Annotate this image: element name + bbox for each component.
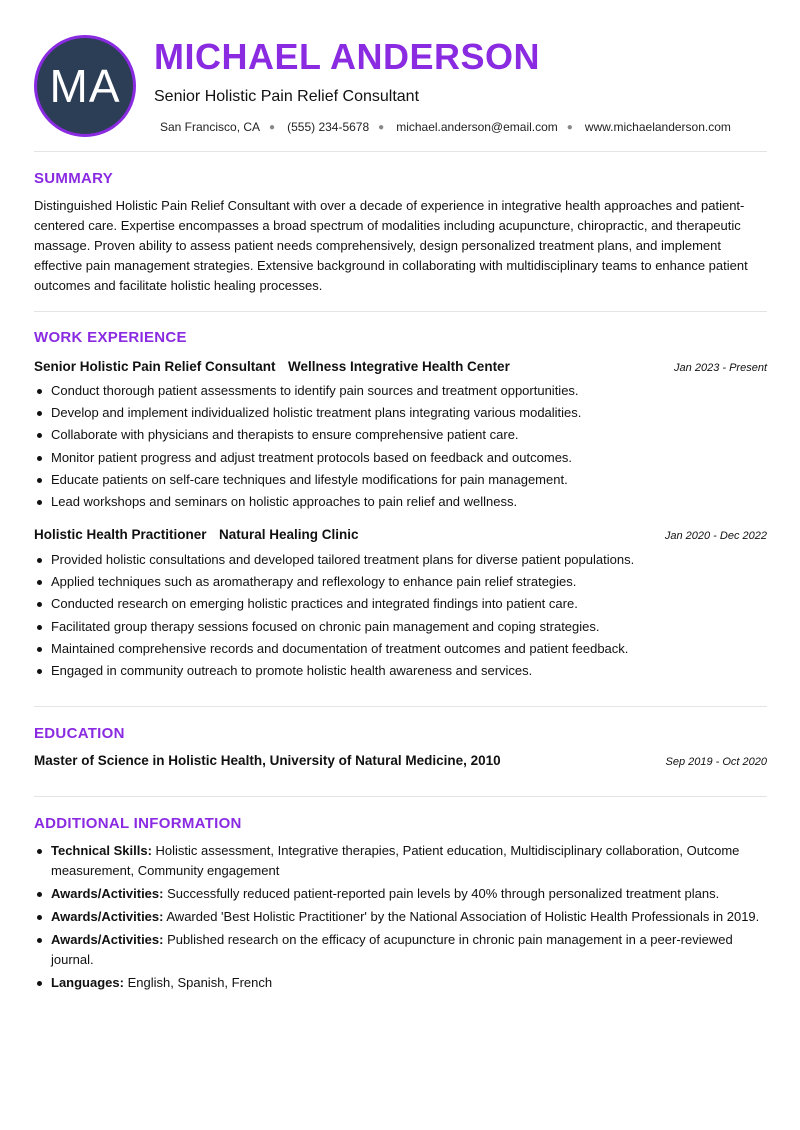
info-label: Technical Skills: [51,843,152,858]
avatar [34,35,136,137]
list-item: Engaged in community outreach to promote holistic health awareness and services. [34,660,767,682]
info-label: Awards/Activities: [51,886,164,901]
list-item: Educate patients on self-care techniques and lifestyle modifications for pain management. [34,469,767,491]
info-text: English, Spanish, French [123,975,273,990]
separator-dot-icon: ● [378,121,385,133]
contact-email[interactable]: michael.anderson@email.com [396,120,558,134]
candidate-title: Senior Holistic Pain Relief Consultant [154,88,420,105]
job-header [34,526,767,544]
info-label: Awards/Activities: [51,909,164,924]
job-role: Holistic Health Practitioner [34,527,207,542]
resume-header [0,0,800,152]
list-item: Lead workshops and seminars on holistic approaches to pain relief and wellness. [34,491,767,513]
job-dates: Jan 2020 - Dec 2022 [664,530,767,542]
contact-location: San Francisco, CA [160,120,261,134]
contact-website[interactable]: www.michaelanderson.com [584,120,731,134]
list-item: Develop and implement individualized holistic treatment plans integrating various modalities. [34,402,767,424]
job-bullets [34,549,767,682]
list-item: Collaborate with physicians and therapists to ensure comprehensive patient care. [34,424,767,446]
avatar-initials: MA [49,60,121,112]
info-text: Holistic assessment, Integrative therapies, Patient education, Multidisciplinary collaboration, Outcome measurement, Community engagement [51,843,740,878]
divider [34,151,767,152]
job-company: Wellness Integrative Health Center [288,359,510,374]
summary-heading: SUMMARY [34,170,114,187]
list-item [34,907,767,927]
list-item: Maintained comprehensive records and documentation of treatment outcomes and patient feedback. [34,638,767,660]
list-item: Provided holistic consultations and developed tailored treatment plans for diverse patient populations. [34,549,767,571]
info-text: Awarded 'Best Holistic Practitioner' by the National Association of Holistic Health Professionals in 2019. [163,909,760,924]
list-item [34,930,767,970]
work-experience-heading: WORK EXPERIENCE [34,329,187,346]
job-header [34,358,767,376]
contact-phone[interactable]: (555) 234-5678 [287,120,370,134]
education-entry [34,753,767,768]
additional-info-list [34,841,767,996]
job-bullets [34,380,767,513]
list-item: Conduct thorough patient assessments to identify pain sources and treatment opportunities. [34,380,767,402]
list-item [34,973,767,993]
separator-dot-icon: ● [566,121,573,133]
list-item: Applied techniques such as aromatherapy and reflexology to enhance pain relief strategies. [34,571,767,593]
job-company: Natural Healing Clinic [219,527,359,542]
candidate-name: MICHAEL ANDERSON [154,36,541,77]
list-item [34,884,767,904]
education-heading: EDUCATION [34,725,125,742]
job-dates: Jan 2023 - Present [674,362,767,374]
job-role: Senior Holistic Pain Relief Consultant [34,359,276,374]
divider [34,311,767,312]
info-text: Successfully reduced patient-reported pain levels by 40% through personalized treatment plans. [163,886,720,901]
list-item: Conducted research on emerging holistic practices and integrated findings into patient care. [34,593,767,615]
divider [34,796,767,797]
info-label: Languages: [51,975,124,990]
summary-text: Distinguished Holistic Pain Relief Consultant with over a decade of experience in integrative health approaches and patient-centered care. Expertise encompasses a broad spectrum of modalities including acupuncture, chiropractic, and therapeutic massage. Proven ability to assess patient needs comprehensively, design personalized treatment plans, and implement effective pain management strategies. Extensive background in collaborating with multidisciplinary teams to enhance patient outcomes and facilitate holistic healing processes. [34,198,748,293]
contact-line [160,120,731,134]
separator-dot-icon: ● [269,121,276,133]
info-text: Published research on the efficacy of acupuncture in chronic pain management in a peer-reviewed journal. [51,932,733,967]
education-degree: Master of Science in Holistic Health, University of Natural Medicine, 2010 [34,753,501,768]
list-item: Facilitated group therapy sessions focused on chronic pain management and coping strategies. [34,616,767,638]
list-item [34,841,767,881]
list-item: Monitor patient progress and adjust treatment protocols based on feedback and outcomes. [34,447,767,469]
divider [34,706,767,707]
education-dates: Sep 2019 - Oct 2020 [665,756,767,768]
additional-info-heading: ADDITIONAL INFORMATION [34,815,242,832]
info-label: Awards/Activities: [51,932,164,947]
